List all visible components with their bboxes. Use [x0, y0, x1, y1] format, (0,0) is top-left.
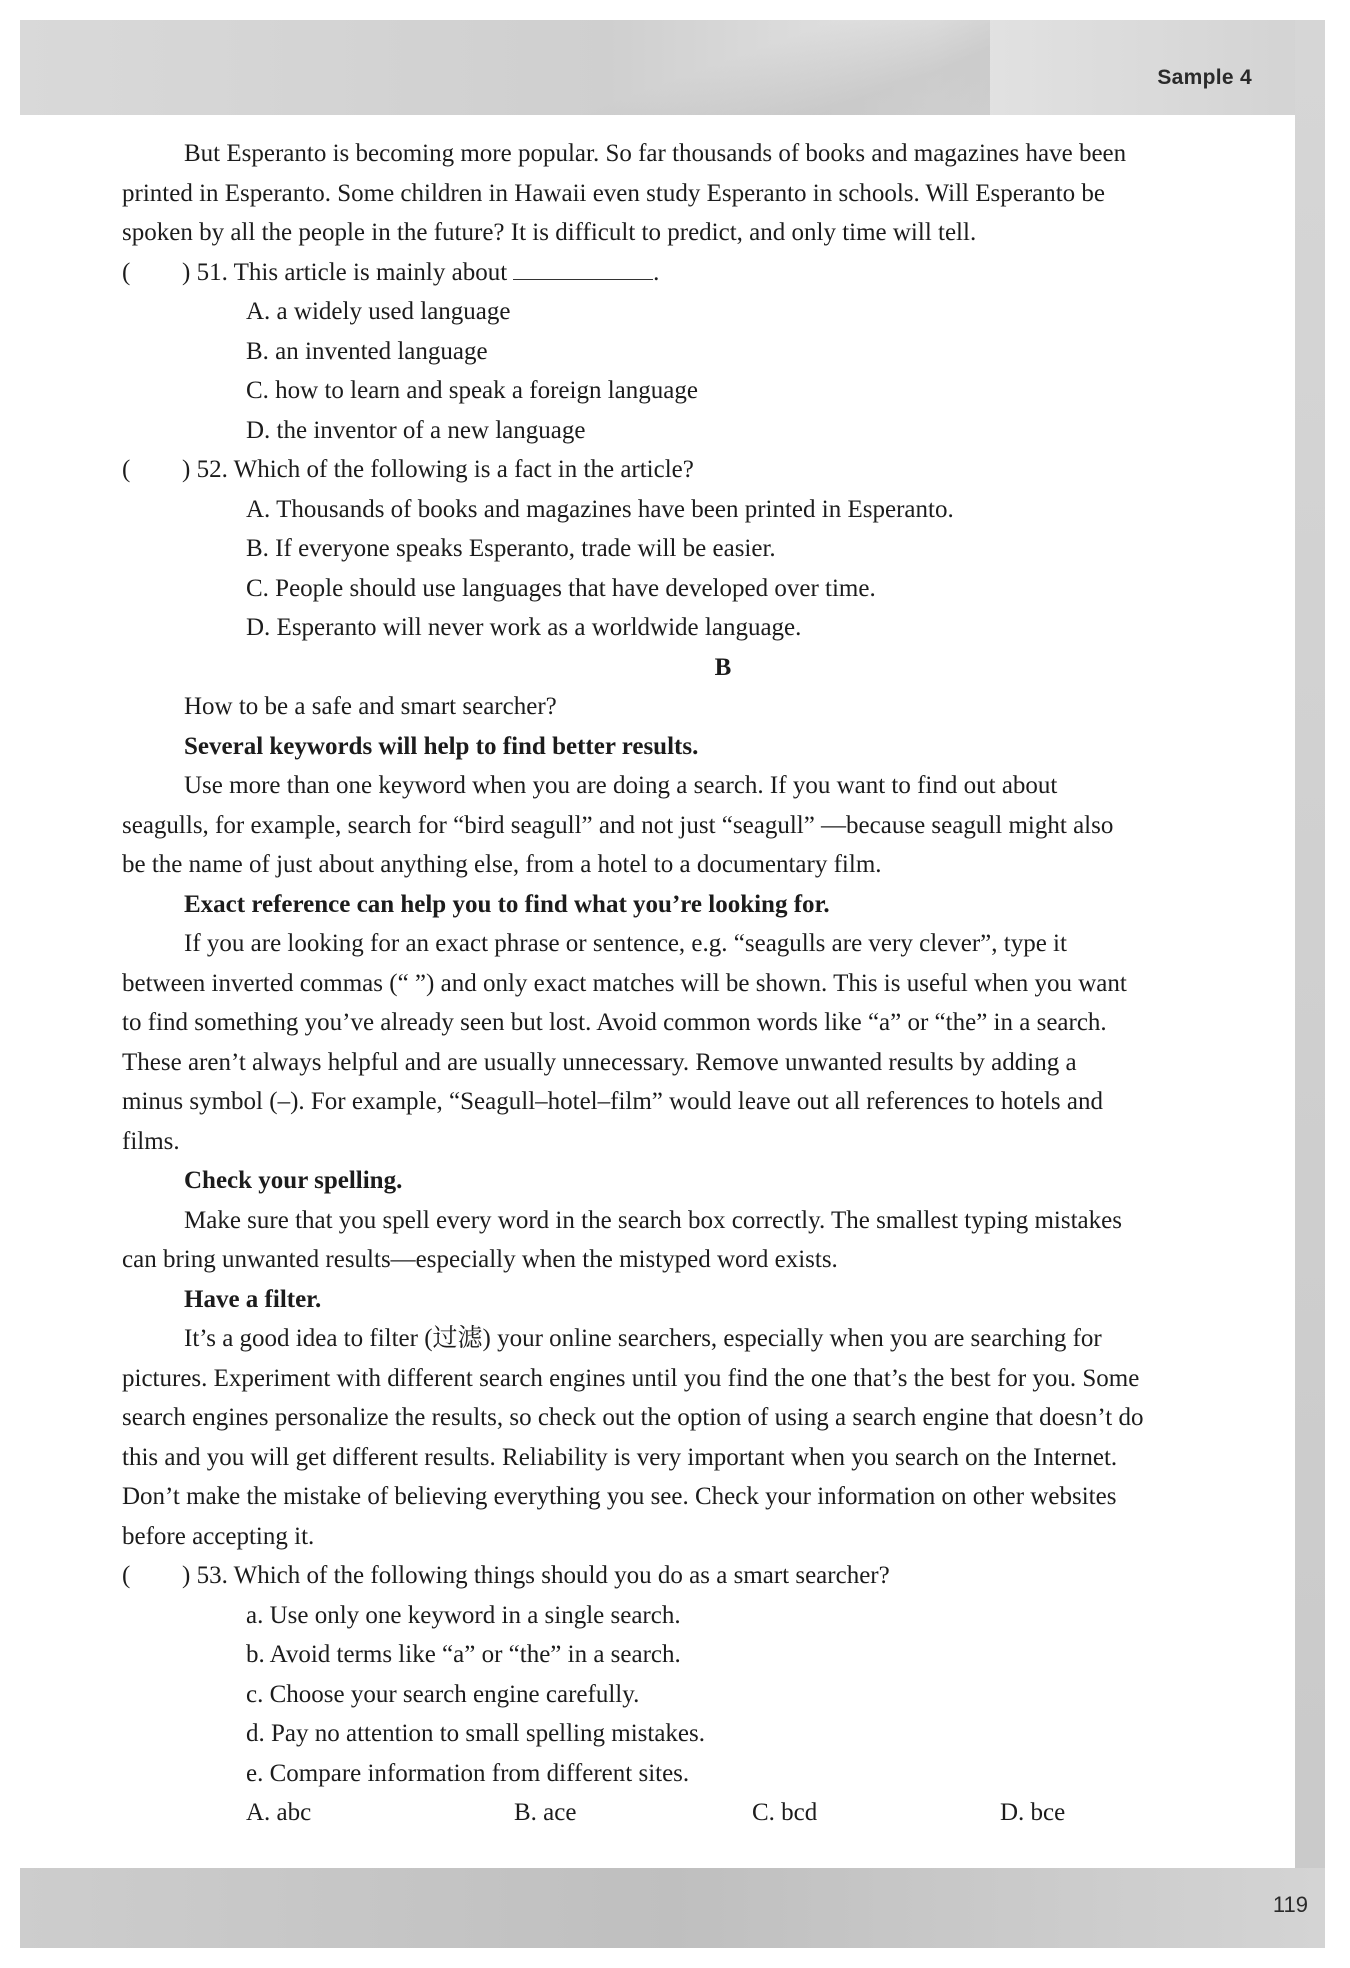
statement-b: b. Avoid terms like “a” or “the” in a search.	[246, 1641, 681, 1668]
page-number: 119	[1272, 1892, 1308, 1917]
question-53	[122, 1556, 1254, 1833]
subheading: Have a filter.	[184, 1285, 322, 1313]
paragraph-line: can bring unwanted results—especially when the mistyped word exists.	[122, 1246, 838, 1273]
subheading: Exact reference can help you to find what you’re looking for.	[184, 890, 830, 918]
section-heading: B	[714, 653, 732, 681]
question-51	[122, 253, 1254, 451]
question-stem	[122, 1556, 1254, 1596]
option-b: B. If everyone speaks Esperanto, trade will be easier.	[246, 535, 776, 562]
paragraph-line: Use more than one keyword when you are doing a search. If you want to find out about	[184, 772, 1058, 799]
question-text: ) 53. Which of the following things should you do as a smart searcher?	[182, 1562, 890, 1589]
option-d: D. Esperanto will never work as a worldwide language.	[246, 614, 802, 641]
body-paragraph	[122, 924, 1254, 1161]
option-a: A. a widely used language	[246, 298, 511, 325]
answer-bracket[interactable]: (	[122, 456, 131, 483]
paragraph-line: minus symbol (–). For example, “Seagull–hotel–film” would leave out all references to hotels and	[122, 1088, 1103, 1115]
passage-a-paragraph	[122, 134, 1254, 253]
answer-choices	[122, 1793, 1254, 1833]
option-d: D. the inventor of a new language	[246, 416, 586, 444]
paragraph-line: before accepting it.	[122, 1522, 315, 1550]
body-paragraph	[122, 1201, 1254, 1280]
choice-c: C. bcd	[752, 1799, 818, 1826]
option-b: B. an invented language	[246, 337, 488, 365]
option-a: A. Thousands of books and magazines have been printed in Esperanto.	[246, 495, 954, 523]
choice-b: B. ace	[514, 1799, 577, 1826]
paragraph-line: seagulls, for example, search for “bird seagull” and not just “seagull” —because seagull might also	[122, 811, 1114, 839]
answer-bracket[interactable]: (	[122, 258, 131, 286]
choice-a: A. abc	[246, 1799, 312, 1826]
option-c: C. how to learn and speak a foreign language	[246, 377, 698, 404]
option-c: C. People should use languages that have developed over time.	[246, 574, 876, 602]
paragraph-line: Don’t make the mistake of believing everything you see. Check your information on other websites	[122, 1483, 1117, 1510]
question-text: ) 52. Which of the following is a fact in the article?	[182, 456, 694, 483]
answer-bracket[interactable]: (	[122, 1562, 131, 1589]
statement-a: a. Use only one keyword in a single search.	[246, 1601, 681, 1629]
paragraph-line: But Esperanto is becoming more popular. So far thousands of books and magazines have been	[184, 140, 1127, 167]
paragraph-line: films.	[122, 1127, 180, 1155]
choice-d: D. bce	[1000, 1799, 1066, 1826]
question-52	[122, 450, 1254, 648]
body-paragraph	[122, 1319, 1254, 1556]
paragraph-line: Make sure that you spell every word in the search box correctly. The smallest typing mistakes	[184, 1206, 1122, 1234]
paragraph-line: to find something you’ve already seen but lost. Avoid common words like “a” or “the” in a search.	[122, 1009, 1107, 1036]
statement-c: c. Choose your search engine carefully.	[246, 1680, 640, 1708]
paragraph-line: printed in Esperanto. Some children in Hawaii even study Esperanto in schools. Will Esperanto be	[122, 179, 1106, 207]
paragraph-line: These aren’t always helpful and are usually unnecessary. Remove unwanted results by adding a	[122, 1048, 1077, 1076]
side-band	[1295, 20, 1325, 1940]
footer-band	[20, 1868, 1325, 1948]
statement-e: e. Compare information from different sites.	[246, 1759, 690, 1787]
answer-blank	[513, 257, 653, 280]
subheading: Several keywords will help to find better results.	[184, 732, 699, 760]
question-stem	[122, 450, 1254, 490]
page-content	[122, 134, 1254, 1833]
question-text: ) 51. This article is mainly about	[182, 258, 508, 286]
sample-label: Sample 4	[1157, 66, 1252, 89]
subheading: Check your spelling.	[184, 1167, 403, 1194]
question-stem	[122, 253, 1254, 293]
question-period: .	[653, 258, 660, 286]
paragraph-line: It’s a good idea to filter (过滤) your online searchers, especially when you are searching for	[184, 1325, 1102, 1352]
body-paragraph	[122, 766, 1254, 885]
paragraph-line: be the name of just about anything else, from a hotel to a documentary film.	[122, 851, 882, 878]
paragraph-line: pictures. Experiment with different search engines until you find the one that’s the best for you. Some	[122, 1364, 1140, 1392]
statement-d: d. Pay no attention to small spelling mistakes.	[246, 1720, 705, 1747]
paragraph-line: between inverted commas (“ ”) and only exact matches will be shown. This is useful when you want	[122, 969, 1127, 997]
paragraph-line: spoken by all the people in the future? It is difficult to predict, and only time will tell.	[122, 219, 977, 246]
paragraph-line: search engines personalize the results, so check out the option of using a search engine that doesn’t do	[122, 1404, 1144, 1431]
section-intro: How to be a safe and smart searcher?	[184, 693, 557, 720]
paragraph-line: If you are looking for an exact phrase or sentence, e.g. “seagulls are very clever”, type it	[184, 930, 1067, 957]
paragraph-line: this and you will get different results. Reliability is very important when you search on the Internet.	[122, 1443, 1118, 1471]
